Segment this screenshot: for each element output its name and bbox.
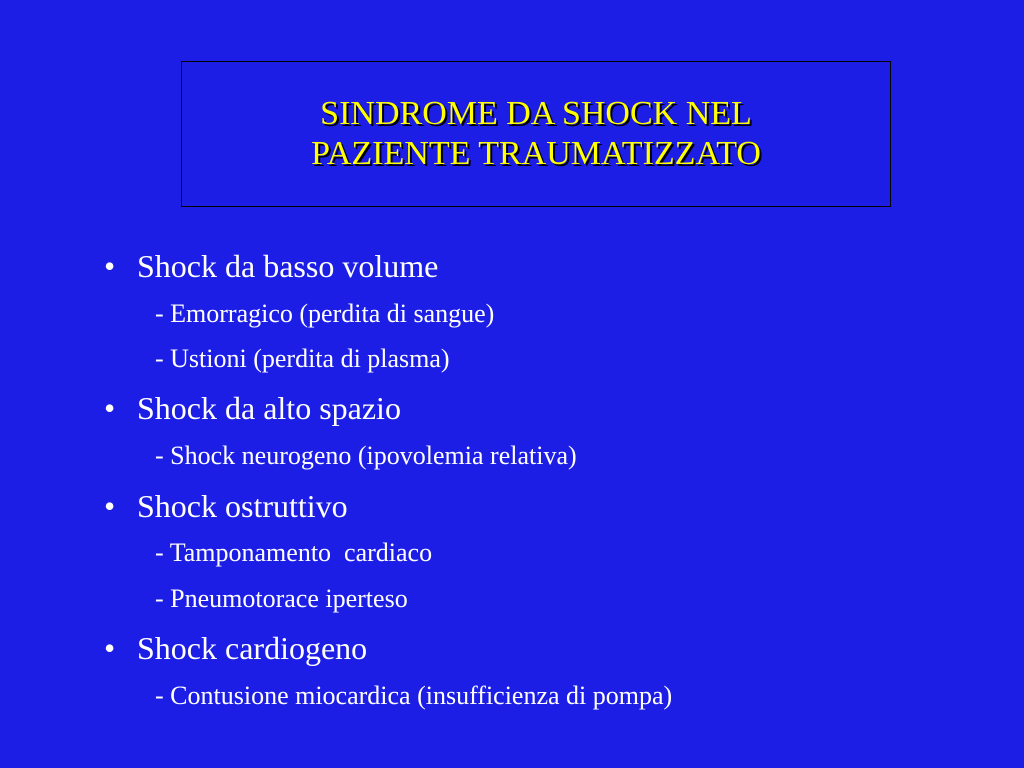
slide-title-line-2: PAZIENTE TRAUMATIZZATO [311, 135, 761, 172]
sub-item: - Shock neurogeno (ipovolemia relativa) [155, 441, 577, 470]
bullet-label: Shock da basso volume [137, 248, 439, 284]
bullet-icon: • [104, 488, 116, 524]
bullet-item [104, 488, 348, 524]
sub-item: - Tamponamento cardiaco [155, 538, 433, 567]
sub-item: - Emorragico (perdita di sangue) [155, 299, 495, 328]
bullet-icon: • [104, 390, 116, 426]
bullet-item [104, 390, 401, 426]
bullet-item [104, 630, 367, 666]
slide-title-line-1: SINDROME DA SHOCK NEL [320, 95, 752, 132]
bullet-label: Shock da alto spazio [137, 390, 401, 426]
bullet-label: Shock ostruttivo [137, 488, 348, 524]
bullet-label: Shock cardiogeno [137, 630, 368, 666]
bullet-item [104, 248, 438, 284]
bullet-icon: • [104, 630, 116, 666]
sub-item: - Pneumotorace iperteso [155, 584, 408, 613]
sub-item: - Ustioni (perdita di plasma) [155, 344, 450, 373]
bullet-icon: • [104, 248, 116, 284]
sub-item: - Contusione miocardica (insufficienza di pompa) [155, 681, 673, 710]
